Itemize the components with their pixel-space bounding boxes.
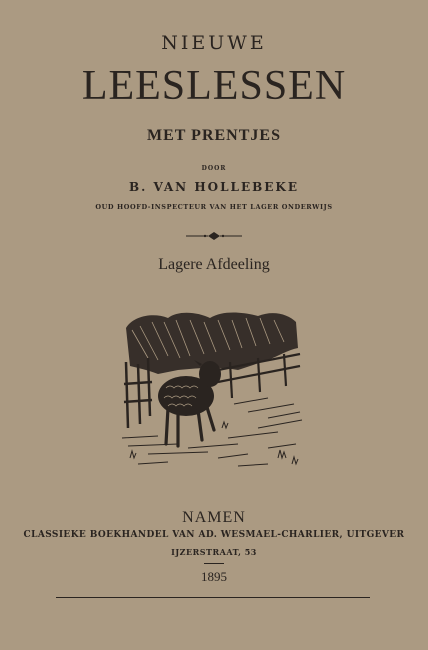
publication-year: 1895	[201, 569, 227, 584]
publisher-city: NAMEN	[182, 509, 246, 526]
short-divider	[204, 563, 224, 564]
bottom-rule	[56, 597, 370, 598]
author-role: OUD HOOFD-INSPECTEUR VAN HET LAGER ONDERWIJS	[95, 203, 333, 211]
publisher-address: IJZERSTRAAT, 53	[171, 547, 257, 557]
publisher-name: CLASSIEKE BOEKHANDEL VAN AD. WESMAEL-CHARLIER, UITGEVER	[23, 530, 405, 540]
series-title: NIEUWE	[161, 32, 267, 54]
diamond-ornament-icon	[184, 230, 244, 242]
section-title: Lagere Afdeeling	[158, 256, 270, 273]
book-subtitle: MET PRENTJES	[147, 127, 281, 144]
book-title: LEESLESSEN	[81, 63, 347, 109]
lamb-engraving-icon	[118, 308, 308, 483]
author-name: B. VAN HOLLEBEKE	[128, 180, 299, 194]
author-by-label: DOOR	[201, 165, 227, 172]
